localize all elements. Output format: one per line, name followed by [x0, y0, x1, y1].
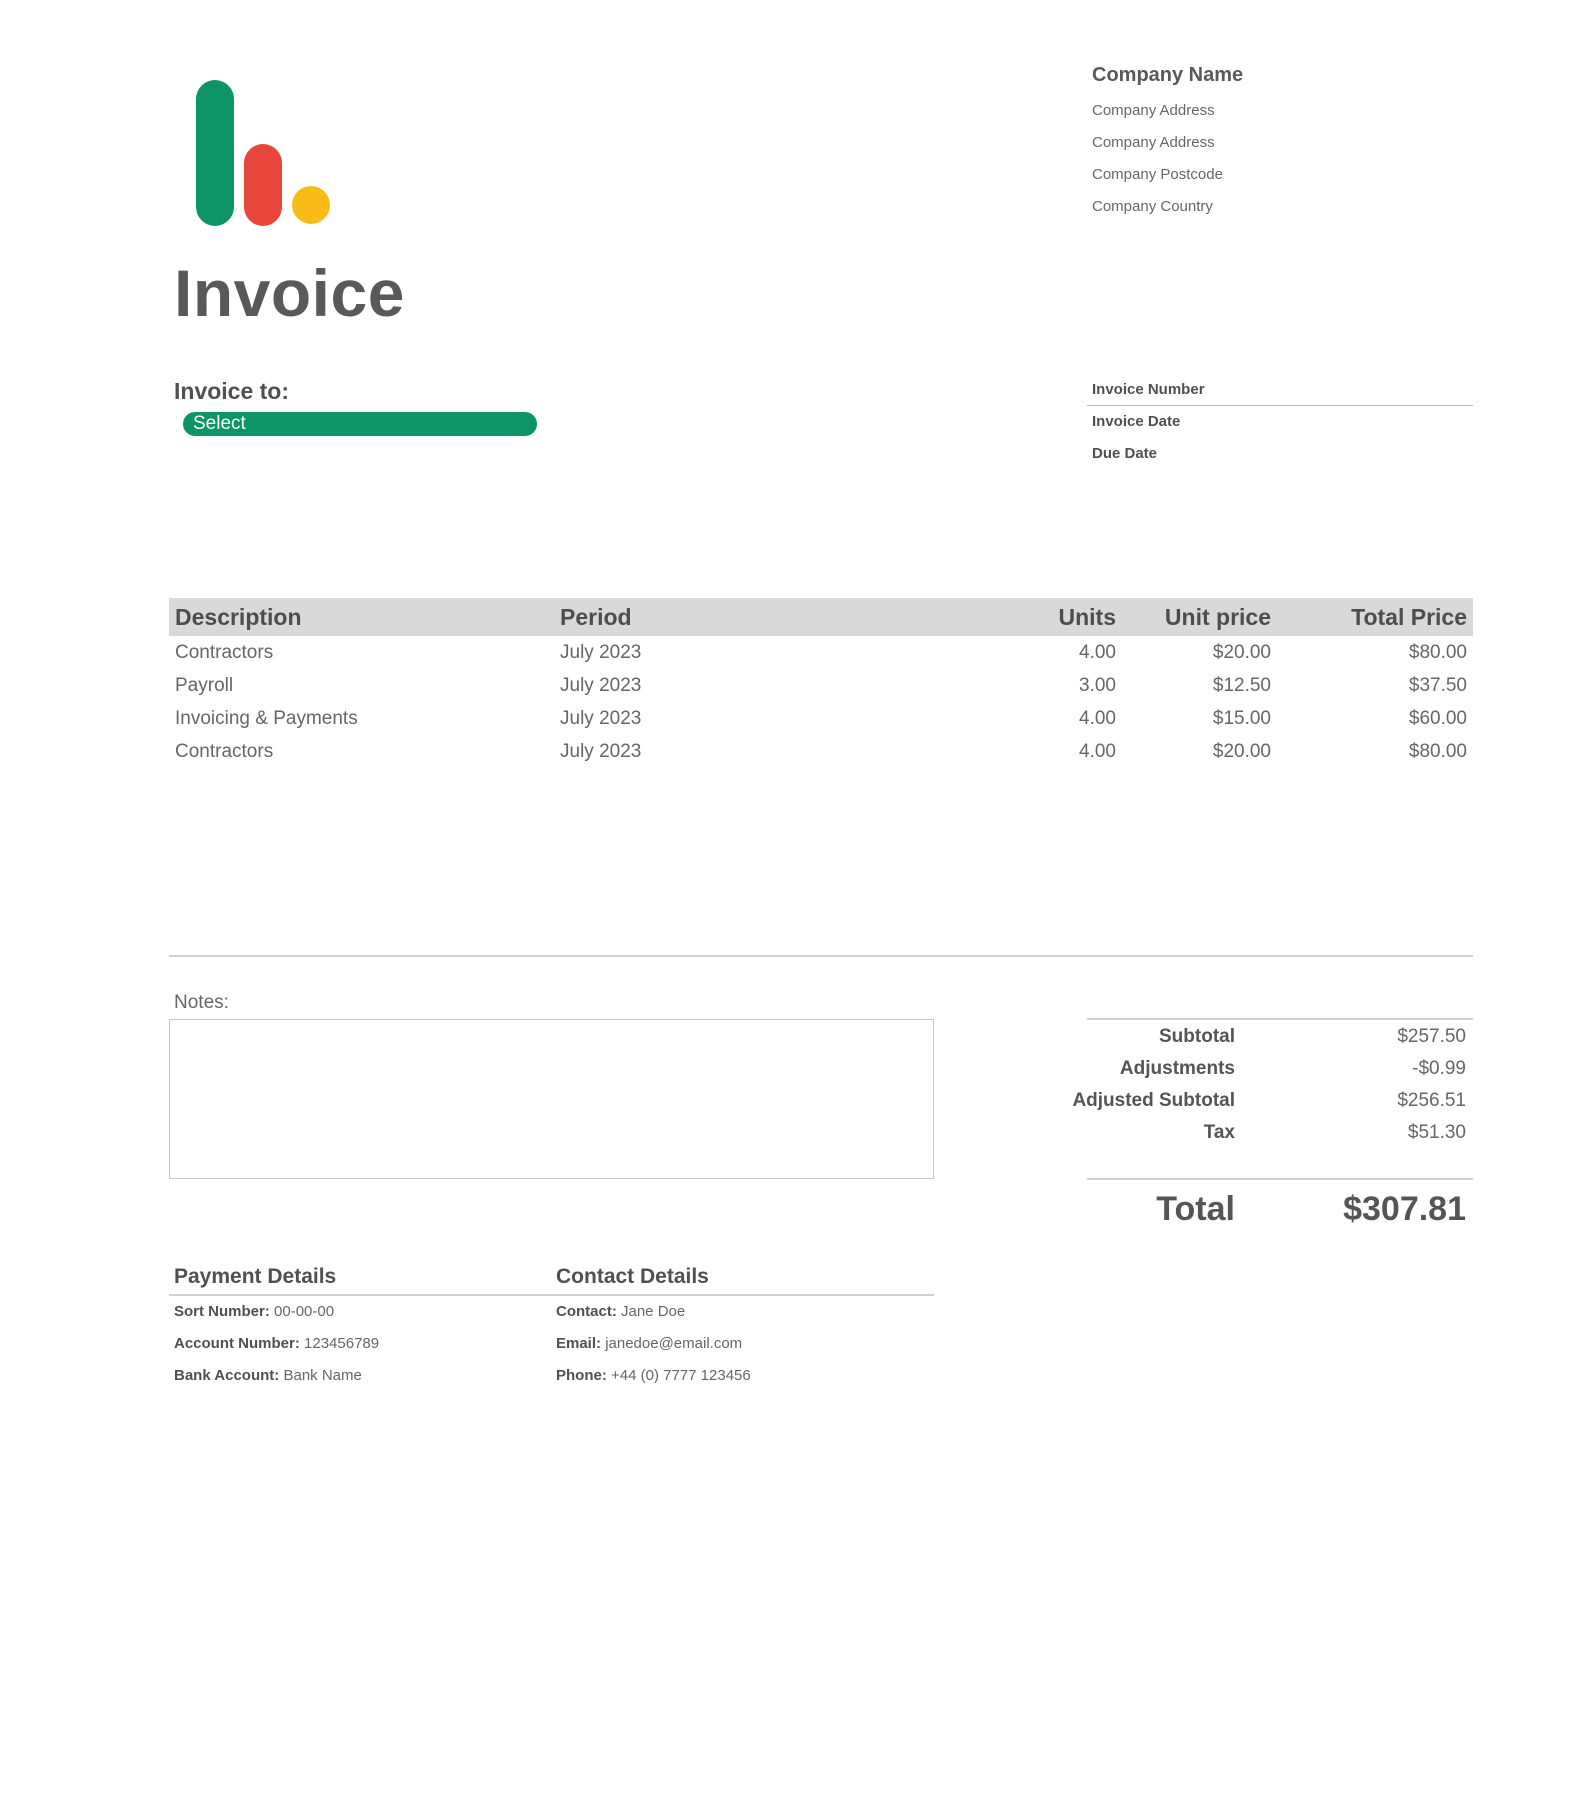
due-date-row: [1087, 438, 1473, 470]
recipient-select-dropdown[interactable]: Select: [183, 412, 537, 436]
table-row: [169, 735, 1473, 768]
invoice-number-row: [1087, 374, 1473, 406]
due-date-label: Due Date: [1092, 445, 1158, 462]
cell-units: 4.00: [1079, 641, 1116, 663]
logo-red-bar: [244, 144, 282, 226]
cell-period: July 2023: [560, 641, 642, 663]
adjusted-subtotal-label: Adjusted Subtotal: [1072, 1090, 1235, 1111]
cell-unit-price: $12.50: [1212, 674, 1271, 696]
cell-unit-price: $15.00: [1212, 707, 1271, 729]
bank-account-label: Bank Account:: [174, 1367, 280, 1384]
tax-row: [1087, 1116, 1473, 1148]
table-row: [169, 669, 1473, 702]
column-header-unit-price: Unit price: [1122, 598, 1277, 636]
company-postcode: Company Postcode: [1092, 166, 1223, 183]
company-country: Company Country: [1092, 198, 1213, 215]
contact-details-heading: Contact Details: [551, 1265, 934, 1296]
cell-total-price: $37.50: [1408, 674, 1467, 696]
sort-number-label: Sort Number:: [174, 1303, 270, 1320]
table-row: [169, 702, 1473, 735]
cell-period: July 2023: [560, 674, 642, 696]
cell-unit-price: $20.00: [1212, 641, 1271, 663]
invoice-date-label: Invoice Date: [1092, 413, 1181, 430]
account-number-label: Account Number:: [174, 1335, 300, 1352]
cell-units: 4.00: [1079, 707, 1116, 729]
company-logo: [196, 80, 336, 230]
totals-block: [1072, 1018, 1473, 1148]
notes-label: Notes:: [174, 992, 229, 1013]
invoice-title: Invoice: [174, 256, 405, 330]
invoice-date-row: [1087, 406, 1473, 438]
phone-label: Phone:: [556, 1367, 607, 1384]
company-address-1: Company Address: [1092, 102, 1215, 119]
cell-description: Contractors: [175, 641, 274, 663]
bank-account-value: Bank Name: [283, 1367, 362, 1384]
grand-total-row: [1087, 1178, 1473, 1240]
account-number-value: 123456789: [304, 1335, 380, 1352]
line-items-table: [169, 598, 1473, 768]
subtotal-row: [1087, 1020, 1473, 1052]
section-divider: [169, 955, 1473, 957]
cell-total-price: $80.00: [1408, 641, 1467, 663]
subtotal-label: Subtotal: [1159, 1026, 1235, 1047]
company-name: Company Name: [1092, 64, 1244, 86]
sort-number-value: 00-00-00: [274, 1303, 335, 1320]
cell-total-price: $60.00: [1408, 707, 1467, 729]
column-header-units: Units: [939, 598, 1122, 636]
account-number-row: [169, 1328, 553, 1360]
column-header-description: Description: [169, 598, 554, 636]
cell-description: Invoicing & Payments: [175, 707, 358, 729]
phone-value: +44 (0) 7777 123456: [611, 1367, 751, 1384]
logo-green-bar: [196, 80, 234, 226]
invoice-number-label: Invoice Number: [1092, 381, 1205, 398]
total-value: $307.81: [1343, 1190, 1466, 1228]
cell-period: July 2023: [560, 740, 642, 762]
notes-field[interactable]: [169, 1019, 934, 1179]
payment-details-heading: Payment Details: [169, 1265, 553, 1296]
total-label: Total: [1156, 1190, 1235, 1228]
cell-units: 4.00: [1079, 740, 1116, 762]
subtotal-value: $257.50: [1397, 1026, 1466, 1047]
adjusted-subtotal-row: [1072, 1084, 1473, 1116]
payment-details: [169, 1265, 553, 1392]
cell-total-price: $80.00: [1408, 740, 1467, 762]
column-header-period: Period: [554, 598, 939, 636]
email-value: janedoe@email.com: [605, 1335, 743, 1352]
cell-description: Payroll: [175, 674, 234, 696]
adjustments-value: -$0.99: [1412, 1058, 1466, 1079]
cell-units: 3.00: [1079, 674, 1116, 696]
tax-value: $51.30: [1407, 1122, 1466, 1143]
contact-name-row: [551, 1296, 934, 1328]
table-header-row: [169, 598, 1473, 636]
table-row: [169, 636, 1473, 669]
logo-yellow-dot: [292, 186, 330, 224]
bank-account-row: [169, 1360, 553, 1392]
adjusted-subtotal-value: $256.51: [1397, 1090, 1466, 1111]
company-block: [1092, 64, 1492, 223]
invoice-to-label: Invoice to:: [174, 378, 290, 404]
cell-description: Contractors: [175, 740, 274, 762]
contact-details: [551, 1265, 934, 1392]
email-row: [551, 1328, 934, 1360]
cell-period: July 2023: [560, 707, 642, 729]
column-header-total-price: Total Price: [1277, 598, 1473, 636]
contact-name-label: Contact:: [556, 1303, 617, 1320]
adjustments-label: Adjustments: [1119, 1058, 1235, 1079]
phone-row: [551, 1360, 934, 1392]
company-address-2: Company Address: [1092, 134, 1215, 151]
adjustments-row: [1087, 1052, 1473, 1084]
sort-number-row: [169, 1296, 553, 1328]
contact-name-value: Jane Doe: [621, 1303, 686, 1320]
email-label: Email:: [556, 1335, 602, 1352]
cell-unit-price: $20.00: [1212, 740, 1271, 762]
tax-label: Tax: [1203, 1122, 1235, 1143]
invoice-meta: [1087, 374, 1473, 470]
